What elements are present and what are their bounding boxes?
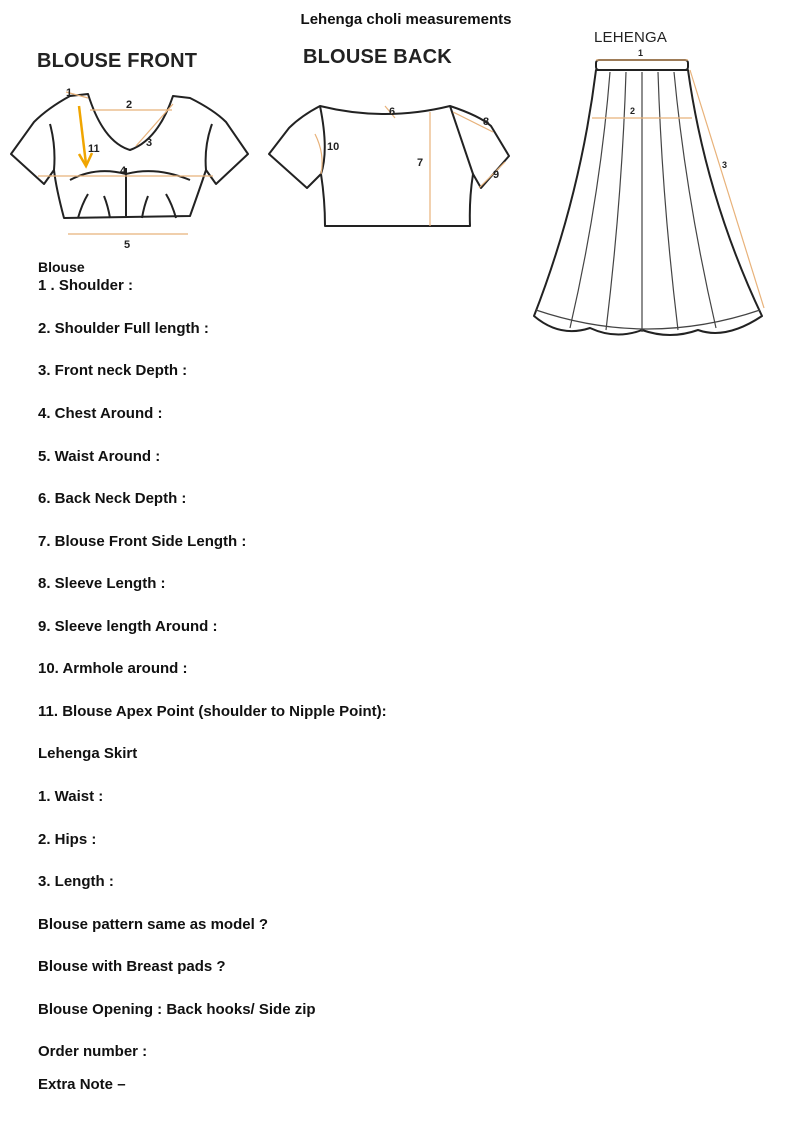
extra-pattern-same-as-model: Blouse pattern same as model ? bbox=[38, 916, 269, 933]
svg-text:2: 2 bbox=[630, 106, 636, 116]
extra-note: Extra Note – bbox=[38, 1076, 126, 1093]
lehenga-drawing bbox=[530, 48, 766, 340]
document-title: Lehenga choli measurements bbox=[300, 11, 512, 28]
svg-text:8: 8 bbox=[483, 116, 490, 128]
extra-order-number: Order number : bbox=[38, 1043, 148, 1060]
blouse-item-sleeve-length-around: 9. Sleeve length Around : bbox=[38, 618, 218, 635]
blouse-front-diagram bbox=[8, 84, 253, 254]
svg-text:7: 7 bbox=[417, 157, 424, 169]
svg-text:2: 2 bbox=[126, 99, 133, 111]
svg-text:3: 3 bbox=[722, 160, 728, 170]
blouse-item-front-neck-depth: 3. Front neck Depth : bbox=[38, 362, 188, 379]
blouse-item-shoulder-full-length: 2. Shoulder Full length : bbox=[38, 320, 209, 337]
blouse-front-heading: BLOUSE FRONT bbox=[37, 50, 198, 72]
blouse-back-drawing bbox=[265, 92, 515, 232]
blouse-section-label: Blouse bbox=[38, 259, 85, 275]
skirt-item-length: 3. Length : bbox=[38, 873, 114, 890]
svg-text:10: 10 bbox=[327, 141, 340, 153]
blouse-item-armhole-around: 10. Armhole around : bbox=[38, 660, 188, 677]
blouse-item-front-side-length: 7. Blouse Front Side Length : bbox=[38, 533, 247, 550]
svg-text:1: 1 bbox=[66, 87, 73, 99]
svg-text:6: 6 bbox=[389, 106, 396, 118]
blouse-item-waist-around: 5. Waist Around : bbox=[38, 448, 161, 465]
blouse-item-sleeve-length: 8. Sleeve Length : bbox=[38, 575, 166, 592]
svg-text:11: 11 bbox=[88, 143, 100, 155]
svg-text:3: 3 bbox=[146, 137, 153, 149]
blouse-item-shoulder: 1 . Shoulder : bbox=[38, 277, 134, 294]
blouse-item-back-neck-depth: 6. Back Neck Depth : bbox=[38, 490, 187, 507]
blouse-back-diagram bbox=[265, 92, 515, 232]
svg-text:1: 1 bbox=[638, 48, 644, 58]
blouse-item-chest-around: 4. Chest Around : bbox=[38, 405, 163, 422]
extra-blouse-opening: Blouse Opening : Back hooks/ Side zip bbox=[38, 1001, 316, 1018]
svg-text:9: 9 bbox=[493, 169, 500, 181]
skirt-section-label: Lehenga Skirt bbox=[38, 745, 138, 762]
skirt-item-waist: 1. Waist : bbox=[38, 788, 104, 805]
lehenga-diagram bbox=[530, 48, 766, 340]
blouse-front-drawing bbox=[8, 84, 253, 254]
lehenga-heading: LEHENGA bbox=[594, 29, 668, 46]
svg-text:5: 5 bbox=[124, 239, 131, 251]
blouse-item-apex-point: 11. Blouse Apex Point (shoulder to Nipple Point): bbox=[38, 703, 387, 720]
skirt-item-hips: 2. Hips : bbox=[38, 831, 97, 848]
blouse-back-heading: BLOUSE BACK bbox=[303, 46, 452, 68]
extra-breast-pads: Blouse with Breast pads ? bbox=[38, 958, 226, 975]
svg-text:4: 4 bbox=[120, 165, 127, 177]
